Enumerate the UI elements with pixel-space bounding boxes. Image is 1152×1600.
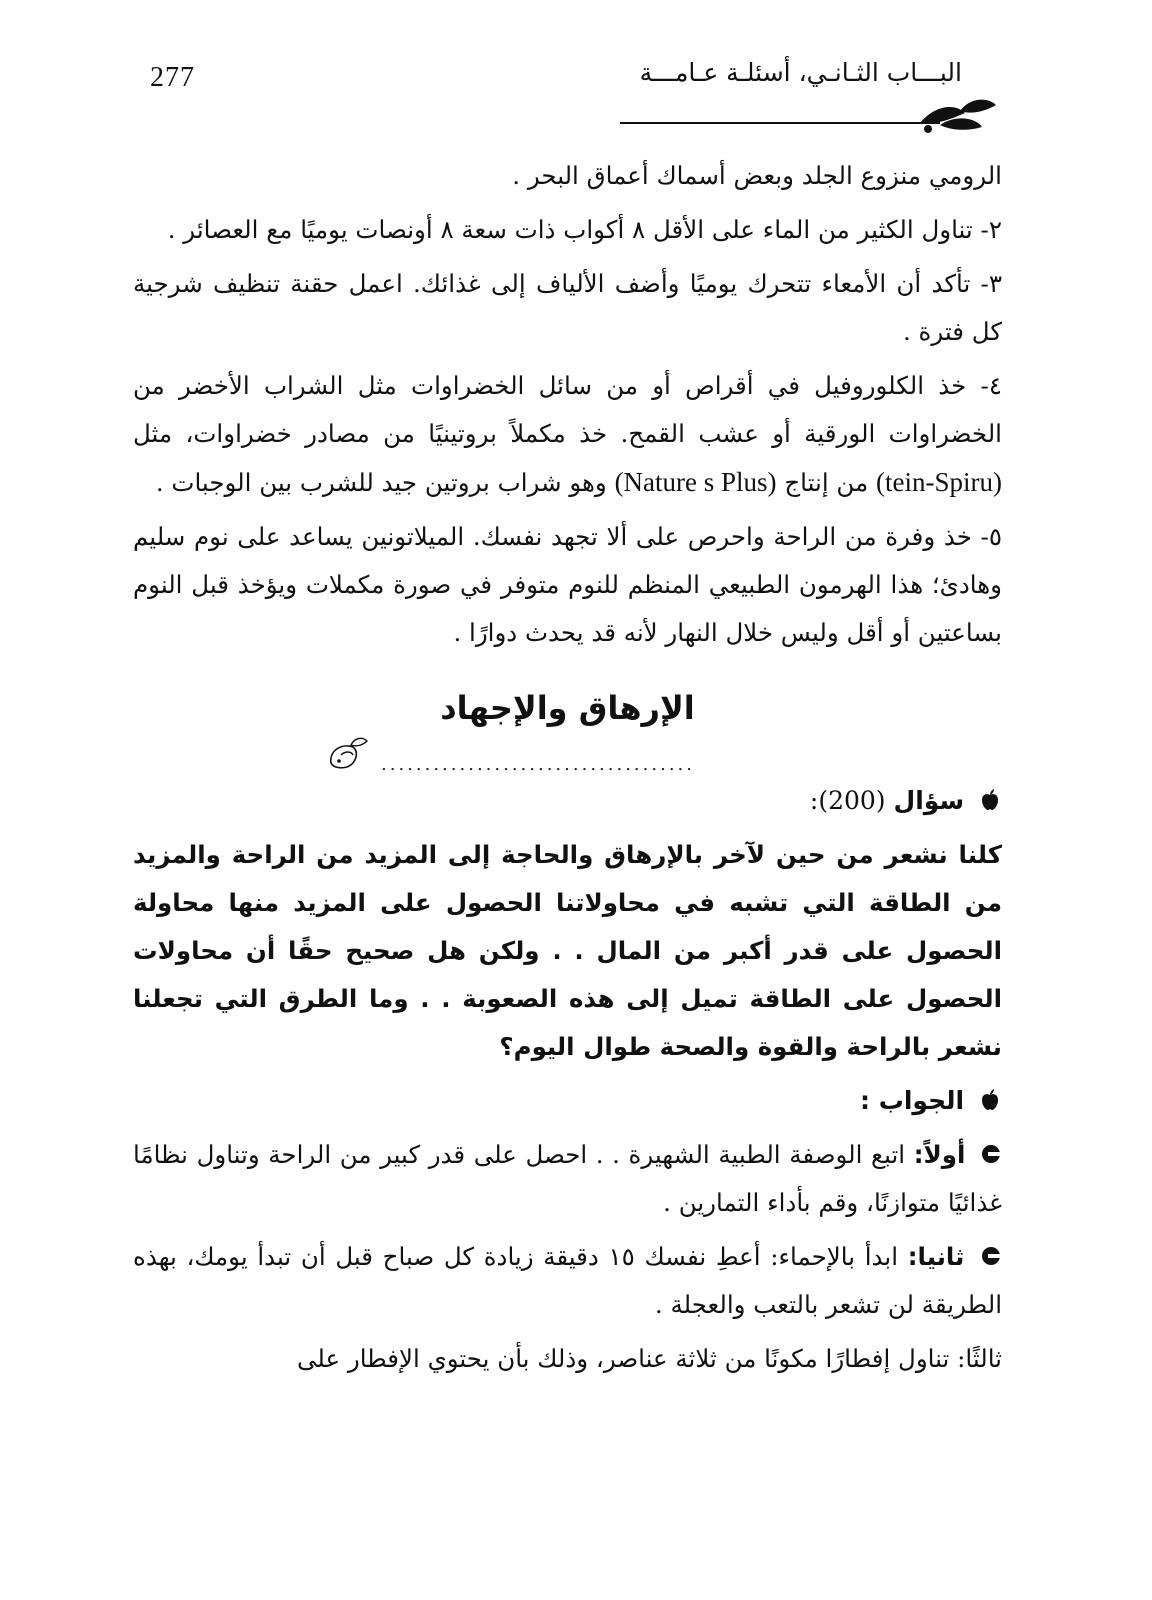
answer-third: ثالثًا: تناول إفطارًا مكونًا من ثلاثة عناصر، وذلك بأن يحتوي الإفطار على [296, 1344, 1002, 1373]
dotted-rule: .................................... [381, 754, 695, 775]
answer-second-text: ابدأ بالإحماء: أعطِ نفسك ١٥ دقيقة زيادة كل صباح قبل أن تبدأ يومك، بهذه الطريقة لن تشعر بالتعب والعجلة . [133, 1242, 1002, 1319]
question-number: (200): [809, 786, 886, 815]
answer-first [133, 1131, 1002, 1227]
page-body [133, 152, 1002, 1389]
circle-bullet-icon [980, 1143, 1002, 1165]
answer-heading [133, 1077, 1002, 1125]
header-leaf-rule-icon [620, 95, 1000, 135]
paragraph: الرومي منزوع الجلد وبعض أسماك أعماق البحر . [512, 161, 1002, 190]
paragraph: ٢- تناول الكثير من الماء على الأقل ٨ أكواب ذات سعة ٨ أونصات يوميًا مع العصائر . [167, 215, 1002, 244]
page-number: 277 [150, 62, 195, 93]
answer-first-text: اتبع الوصفة الطبية الشهيرة . . احصل على قدر كبير من الراحة وتناول نظامًا غذائيًا متوازنًا، وقم بأداء التمارين . [133, 1140, 1002, 1217]
answer-second [133, 1233, 1002, 1329]
circle-bullet-icon [980, 1245, 1002, 1267]
section-title: الإرهاق والإجهاد [440, 689, 695, 727]
question-text: كلنا نشعر من حين لآخر بالإرهاق والحاجة إلى المزيد من الراحة والمزيد من الطاقة التي تشبه في محاولاتنا الحصول على المزيد منها محاولة الحصول على قدر أكبر من المال . . ولكن هل صحيح حقًا أن محاولات الحصول على الطاقة تميل إلى هذه الصعوبة . . وما الطرق التي تجعلنا نشعر بالراحة والقوة والصحة طوال اليوم؟ [133, 840, 1002, 1061]
product-name: (tein-Spiru) [876, 467, 1002, 497]
leaf-ornament-icon [323, 733, 371, 773]
question-label: سؤال [893, 786, 965, 815]
running-header: البـــاب الثـانـي، أسئلـة عـامـــة [639, 58, 962, 87]
paragraph-4-text-1: ٤- خذ الكلوروفيل في أقراص أو من سائل الخضراوات مثل الشراب الأخضر من الخضراوات الورقية أو عشب القمح. خذ مكملاً بروتينيًا من مصادر خضراوات، مثل [133, 371, 1002, 448]
answer-second-label: ثانيا: [907, 1242, 965, 1271]
answer-first-label: أولاً: [913, 1140, 966, 1169]
paragraph-5: ٥- خذ وفرة من الراحة واحرص على ألا تجهد نفسك. الميلاتونين يساعد على نوم سليم وهادئ؛ هذا الهرمون الطبيعي المنظم للنوم متوفر في صورة مكملات ويؤخذ قبل النوم بساعتين أو أقل وليس خلال النهار لأنه قد يحدث دوارًا . [133, 522, 1002, 647]
answer-label: الجواب : [860, 1086, 965, 1115]
apple-bullet-icon [978, 788, 1002, 812]
paragraph-4-text-2: من إنتاج [784, 468, 869, 497]
paragraph: ٣- تأكد أن الأمعاء تتحرك يوميًا وأضف الألياف إلى غذائك. اعمل حقنة تنظيف شرجية كل فترة . [133, 269, 1002, 346]
paragraph-4 [133, 362, 1002, 507]
section-ornament [133, 733, 1002, 777]
brand-name: (Nature s Plus) [614, 467, 777, 497]
apple-bullet-icon [978, 1088, 1002, 1112]
paragraph-4-text-3: وهو شراب بروتين جيد للشرب بين الوجبات . [155, 468, 607, 497]
